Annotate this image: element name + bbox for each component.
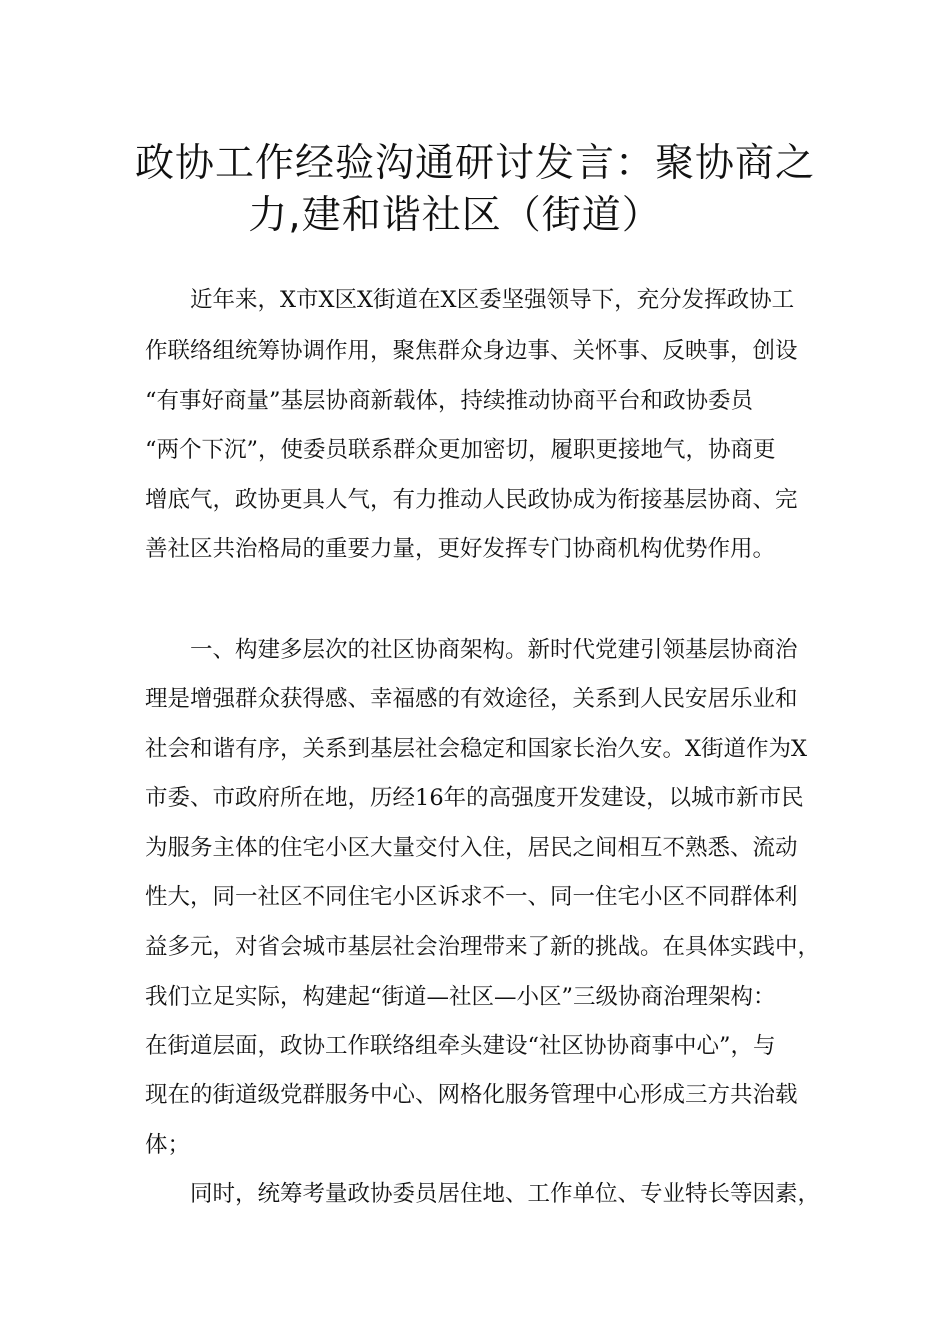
document-title-line-2: 力,建和谐社区（街道） bbox=[248, 193, 662, 238]
paragraph-line: 性大，同一社区不同住宅小区诉求不一、同一住宅小区不同群体利 bbox=[145, 884, 798, 910]
paragraph-line: 益多元，对省会城市基层社会治理带来了新的挑战。在具体实践中， bbox=[145, 934, 821, 960]
paragraph-line: “两个下沉”，使委员联系群众更加密切，履职更接地气，协商更 bbox=[145, 437, 776, 463]
paragraph-line: 体； bbox=[145, 1132, 191, 1158]
document-title-line-1: 政协工作经验沟通研讨发言：聚协商之 bbox=[134, 141, 815, 186]
paragraph-line: 善社区共治格局的重要力量，更好发挥专门协商机构优势作用。 bbox=[145, 536, 776, 562]
paragraph-line: 在街道层面，政协工作联络组牵头建设“社区协协商事中心”，与 bbox=[145, 1033, 776, 1059]
paragraph-line: 社会和谐有序，关系到基层社会稳定和国家长治久安。X街道作为X bbox=[145, 736, 808, 762]
paragraph-line: 我们立足实际，构建起“街道—社区—小区”三级协商治理架构： bbox=[145, 984, 776, 1010]
paragraph-line: 近年来，X市X区X街道在X区委坚强领导下，充分发挥政协工 bbox=[190, 287, 795, 313]
paragraph-line: 一、构建多层次的社区协商架构。新时代党建引领基层协商治 bbox=[190, 637, 798, 663]
paragraph-line: 理是增强群众获得感、幸福感的有效途径，关系到人民安居乐业和 bbox=[145, 686, 798, 712]
paragraph-line: 现在的街道级党群服务中心、网格化服务管理中心形成三方共治载 bbox=[145, 1082, 798, 1108]
paragraph-line: “有事好商量”基层协商新载体，持续推动协商平台和政协委员 bbox=[145, 388, 754, 414]
paragraph-line: 市委、市政府所在地，历经16年的高强度开发建设，以城市新市民 bbox=[145, 785, 804, 811]
paragraph-line: 作联络组统筹协调作用，聚焦群众身边事、关怀事、反映事，创设 bbox=[145, 338, 798, 364]
paragraph-line: 同时，统筹考量政协委员居住地、工作单位、专业特长等因素， bbox=[190, 1181, 821, 1207]
paragraph-line: 为服务主体的住宅小区大量交付入住，居民之间相互不熟悉、流动 bbox=[145, 835, 798, 861]
paragraph-line: 增底气，政协更具人气，有力推动人民政协成为衔接基层协商、完 bbox=[145, 487, 798, 513]
